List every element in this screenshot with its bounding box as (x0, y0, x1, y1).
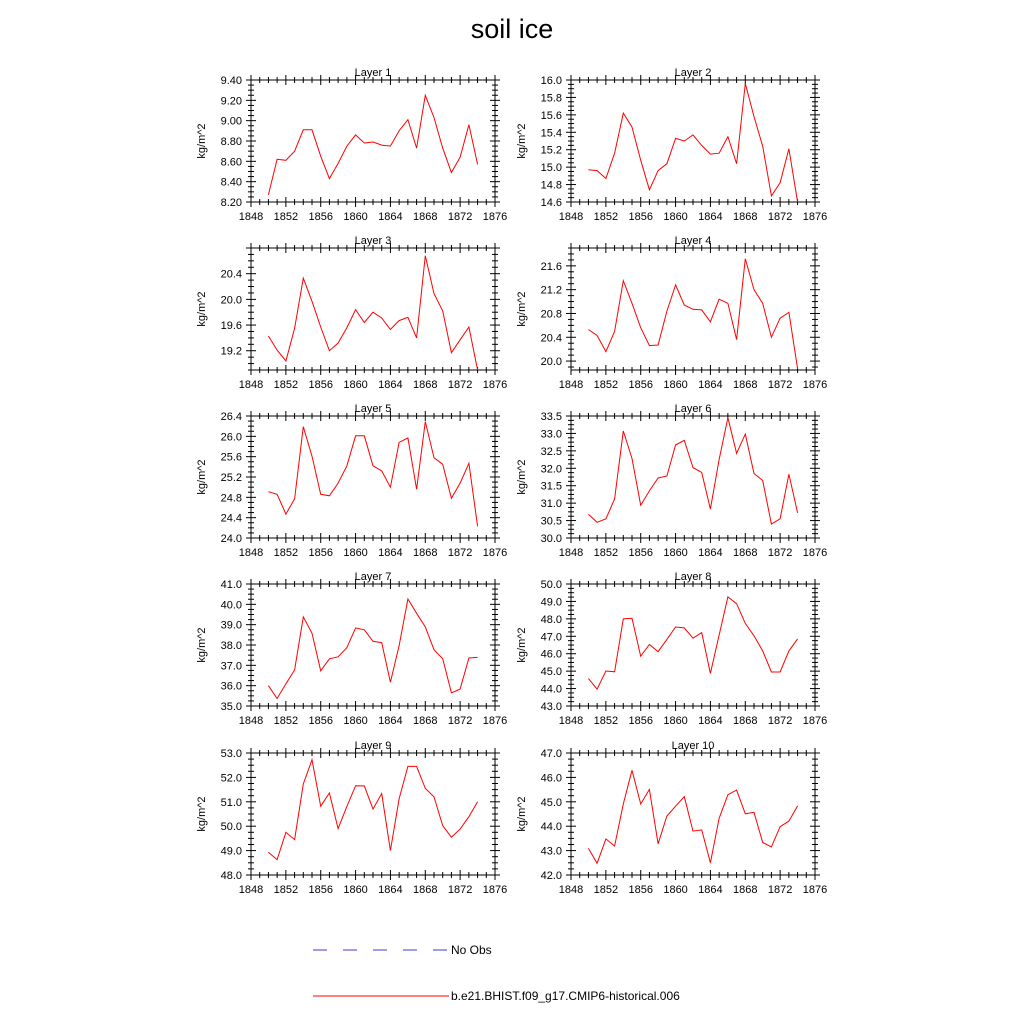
x-tick-label: 1856 (308, 547, 333, 559)
x-tick-label: 1852 (273, 547, 299, 559)
y-tick-label: 43.0 (540, 845, 562, 858)
x-tick-label: 1868 (733, 379, 758, 391)
series-line (588, 770, 797, 863)
y-tick-label: 51.0 (220, 796, 242, 809)
y-tick-label: 44.0 (540, 821, 562, 834)
x-tick-label: 1860 (663, 884, 688, 896)
y-tick-label: 32.0 (540, 463, 562, 476)
y-axis-label: kg/m^2 (516, 291, 528, 327)
y-tick-label: 8.20 (220, 197, 242, 209)
x-tick-label: 1856 (308, 211, 333, 223)
x-tick-label: 1848 (558, 715, 584, 727)
y-tick-label: 49.0 (540, 596, 562, 609)
x-tick-label: 1876 (482, 715, 508, 727)
plot-title: Layer 6 (674, 403, 712, 415)
y-tick-label: 44.0 (540, 683, 562, 696)
y-tick-label: 45.0 (540, 796, 562, 809)
y-tick-label: 46.0 (540, 772, 562, 785)
series-line (268, 599, 477, 699)
y-axis-label: kg/m^2 (516, 627, 528, 663)
y-tick-label: 8.80 (220, 136, 242, 148)
x-tick-label: 1848 (238, 884, 264, 896)
x-tick-label: 1868 (413, 211, 438, 223)
x-tick-label: 1856 (628, 547, 653, 559)
series-line (588, 259, 797, 369)
y-tick-label: 46.0 (540, 648, 562, 661)
y-tick-label: 14.6 (540, 197, 562, 209)
y-tick-label: 30.0 (540, 533, 562, 545)
plot-frame (571, 753, 815, 875)
x-tick-label: 1864 (378, 547, 403, 559)
x-tick-label: 1848 (238, 211, 264, 223)
y-tick-label: 32.5 (540, 445, 562, 458)
x-tick-label: 1872 (447, 211, 473, 223)
y-tick-label: 24.8 (220, 492, 242, 505)
y-axis-label: kg/m^2 (516, 459, 528, 495)
x-tick-label: 1872 (447, 715, 473, 727)
x-tick-label: 1868 (413, 884, 438, 896)
x-tick-label: 1848 (558, 379, 584, 391)
x-tick-label: 1872 (767, 715, 793, 727)
legend (313, 943, 680, 1003)
x-tick-label: 1860 (663, 715, 688, 727)
x-tick-label: 1860 (343, 211, 368, 223)
y-tick-label: 15.2 (540, 144, 562, 157)
x-tick-label: 1864 (698, 211, 723, 223)
y-tick-label: 47.0 (540, 631, 562, 644)
plot-title: Layer 5 (354, 403, 392, 415)
y-tick-label: 24.0 (220, 533, 242, 545)
y-tick-label: 9.40 (220, 75, 242, 87)
y-tick-label: 24.4 (220, 512, 242, 525)
plot-title: Layer 9 (354, 740, 392, 752)
x-tick-label: 1852 (593, 379, 619, 391)
plot-frame (571, 584, 815, 706)
plot-title: Layer 2 (674, 67, 712, 79)
y-tick-label: 21.6 (540, 260, 562, 273)
x-tick-label: 1868 (733, 211, 758, 223)
x-tick-label: 1856 (628, 211, 653, 223)
y-tick-label: 20.0 (540, 356, 562, 369)
plot-1 (196, 67, 507, 223)
y-tick-label: 15.8 (540, 92, 562, 105)
x-tick-label: 1856 (628, 715, 653, 727)
x-tick-label: 1868 (413, 547, 438, 559)
y-axis-label: kg/m^2 (516, 796, 528, 832)
y-tick-label: 20.4 (220, 268, 242, 281)
y-tick-label: 48.0 (540, 613, 562, 626)
plot-title: Layer 4 (674, 235, 712, 247)
x-tick-label: 1860 (663, 379, 688, 391)
y-tick-label: 53.0 (220, 748, 242, 760)
y-tick-label: 14.8 (540, 179, 562, 192)
plot-frame (251, 753, 495, 875)
y-axis-label: kg/m^2 (196, 796, 208, 832)
x-tick-label: 1876 (802, 379, 828, 391)
x-tick-label: 1856 (308, 884, 333, 896)
y-tick-label: 8.40 (220, 176, 242, 189)
y-tick-label: 25.2 (220, 472, 242, 484)
y-tick-label: 31.0 (540, 498, 562, 511)
y-tick-label: 30.5 (540, 515, 562, 528)
y-tick-label: 15.6 (540, 109, 562, 122)
y-tick-label: 26.4 (220, 411, 242, 423)
x-tick-label: 1860 (343, 547, 368, 559)
plot-6 (516, 403, 827, 559)
plot-frame (251, 584, 495, 706)
x-tick-label: 1860 (663, 547, 688, 559)
y-tick-label: 52.0 (220, 772, 242, 785)
x-tick-label: 1848 (238, 547, 264, 559)
y-tick-label: 40.0 (220, 599, 242, 612)
y-tick-label: 48.0 (220, 870, 242, 882)
x-tick-label: 1872 (767, 884, 793, 896)
plot-9 (196, 740, 507, 896)
x-tick-label: 1868 (733, 547, 758, 559)
series-line (588, 84, 797, 203)
y-tick-label: 45.0 (540, 666, 562, 679)
x-tick-label: 1856 (308, 379, 333, 391)
x-tick-label: 1872 (447, 379, 473, 391)
y-tick-label: 36.0 (220, 680, 242, 693)
x-tick-label: 1848 (558, 884, 584, 896)
x-tick-label: 1876 (802, 211, 828, 223)
y-tick-label: 43.0 (540, 701, 562, 713)
x-tick-label: 1868 (733, 715, 758, 727)
y-tick-label: 49.0 (220, 845, 242, 858)
x-tick-label: 1864 (698, 884, 723, 896)
x-tick-label: 1852 (593, 211, 619, 223)
y-tick-label: 33.5 (540, 411, 562, 423)
plot-title: Layer 1 (354, 67, 392, 79)
y-tick-label: 38.0 (220, 640, 242, 652)
x-tick-label: 1876 (482, 547, 508, 559)
plot-frame (251, 80, 495, 202)
plot-frame (251, 248, 495, 370)
legend-label: No Obs (451, 943, 492, 957)
x-tick-label: 1872 (447, 547, 473, 559)
x-tick-label: 1860 (343, 884, 368, 896)
y-axis-label: kg/m^2 (196, 459, 208, 495)
x-tick-label: 1876 (482, 379, 508, 391)
x-tick-label: 1872 (767, 547, 793, 559)
y-tick-label: 21.2 (540, 284, 562, 297)
y-tick-label: 15.0 (540, 162, 562, 175)
series-line (588, 597, 797, 689)
y-tick-label: 31.5 (540, 480, 562, 493)
plot-title: Layer 10 (671, 740, 715, 752)
x-tick-label: 1860 (663, 211, 688, 223)
x-tick-label: 1856 (628, 379, 653, 391)
y-tick-label: 50.0 (220, 821, 242, 834)
x-tick-label: 1848 (558, 547, 584, 559)
plot-title: Layer 8 (674, 571, 712, 583)
x-tick-label: 1876 (802, 715, 828, 727)
x-tick-label: 1864 (378, 211, 403, 223)
x-tick-label: 1868 (413, 379, 438, 391)
plot-title: Layer 3 (354, 235, 392, 247)
y-tick-label: 39.0 (220, 619, 242, 632)
y-axis-label: kg/m^2 (196, 627, 208, 663)
x-tick-label: 1852 (273, 884, 299, 896)
x-tick-label: 1864 (698, 547, 723, 559)
y-tick-label: 35.0 (220, 701, 242, 713)
plot-7 (196, 571, 507, 727)
plot-title: Layer 7 (354, 571, 392, 583)
series-line (588, 418, 797, 524)
page-title: soil ice (470, 14, 554, 44)
y-tick-label: 20.8 (540, 308, 562, 321)
x-tick-label: 1856 (628, 884, 653, 896)
x-tick-label: 1872 (767, 211, 793, 223)
x-tick-label: 1852 (593, 547, 619, 559)
y-tick-label: 50.0 (540, 579, 562, 591)
y-axis-label: kg/m^2 (196, 123, 208, 159)
x-tick-label: 1852 (593, 715, 619, 727)
plot-8 (516, 571, 827, 727)
x-tick-label: 1848 (238, 379, 264, 391)
y-tick-label: 25.6 (220, 451, 242, 464)
x-tick-label: 1860 (343, 379, 368, 391)
y-tick-label: 33.0 (540, 428, 562, 441)
x-tick-label: 1852 (273, 211, 299, 223)
x-tick-label: 1852 (273, 715, 299, 727)
x-tick-label: 1864 (378, 715, 403, 727)
x-tick-label: 1856 (308, 715, 333, 727)
x-tick-label: 1868 (413, 715, 438, 727)
y-tick-label: 15.4 (540, 127, 562, 140)
y-tick-label: 20.4 (540, 332, 562, 345)
x-tick-label: 1876 (802, 884, 828, 896)
x-tick-label: 1852 (273, 379, 299, 391)
x-tick-label: 1848 (238, 715, 264, 727)
plot-frame (251, 416, 495, 538)
y-tick-label: 37.0 (220, 660, 242, 673)
y-axis-label: kg/m^2 (196, 291, 208, 327)
x-tick-label: 1868 (733, 884, 758, 896)
legend-label: b.e21.BHIST.f09_g17.CMIP6-historical.006 (451, 989, 680, 1003)
y-tick-label: 8.60 (220, 156, 242, 169)
series-line (268, 760, 477, 860)
plot-4 (516, 235, 827, 391)
plot-10 (516, 740, 827, 896)
plot-3 (196, 235, 507, 391)
x-tick-label: 1864 (378, 884, 403, 896)
series-line (268, 256, 477, 370)
y-tick-label: 9.20 (220, 95, 242, 108)
series-line (268, 95, 477, 195)
y-tick-label: 19.2 (220, 345, 242, 358)
x-tick-label: 1848 (558, 211, 584, 223)
x-tick-label: 1864 (698, 715, 723, 727)
y-tick-label: 20.0 (220, 294, 242, 307)
x-tick-label: 1852 (593, 884, 619, 896)
plot-frame (571, 80, 815, 202)
y-tick-label: 9.00 (220, 115, 242, 128)
x-tick-label: 1876 (482, 884, 508, 896)
y-tick-label: 26.0 (220, 431, 242, 444)
plot-5 (196, 403, 507, 559)
y-tick-label: 16.0 (540, 75, 562, 87)
x-tick-label: 1872 (447, 884, 473, 896)
y-tick-label: 41.0 (220, 579, 242, 591)
x-tick-label: 1860 (343, 715, 368, 727)
series-line (268, 422, 477, 527)
y-tick-label: 19.6 (220, 320, 242, 333)
x-tick-label: 1872 (767, 379, 793, 391)
x-tick-label: 1876 (802, 547, 828, 559)
x-tick-label: 1876 (482, 211, 508, 223)
y-tick-label: 47.0 (540, 748, 562, 760)
y-axis-label: kg/m^2 (516, 123, 528, 159)
plot-2 (516, 67, 827, 223)
y-tick-label: 42.0 (540, 870, 562, 882)
x-tick-label: 1864 (378, 379, 403, 391)
x-tick-label: 1864 (698, 379, 723, 391)
